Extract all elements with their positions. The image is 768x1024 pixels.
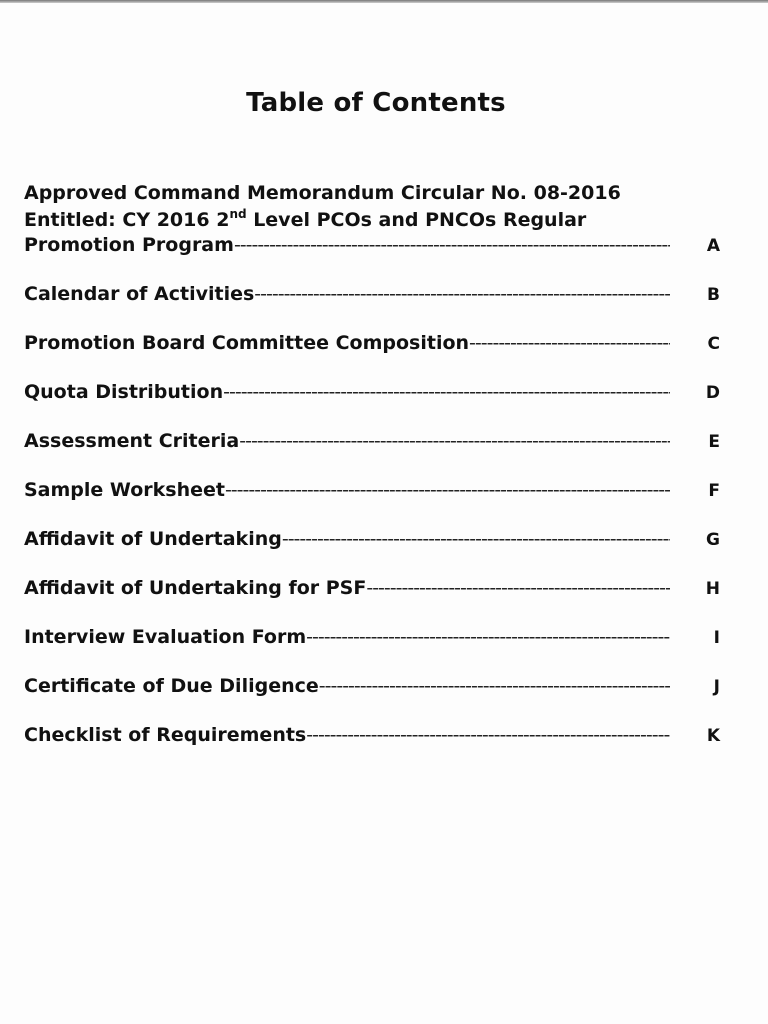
toc-entry-k[interactable]: [24, 724, 724, 746]
toc-entry-a[interactable]: [24, 234, 724, 256]
toc-entry-letter: H: [705, 579, 720, 599]
toc-entry-letter: A: [706, 236, 720, 256]
toc-entry-j[interactable]: [24, 675, 724, 697]
toc-entry-label: Promotion Program: [24, 234, 234, 256]
toc-entry-g[interactable]: [24, 528, 724, 550]
dot-leader: [306, 724, 670, 746]
dot-leader: [469, 332, 670, 354]
dot-leader: [234, 234, 670, 256]
toc-entry-b[interactable]: [24, 283, 724, 305]
toc-entry-label: Quota Distribution: [24, 381, 224, 403]
toc-entry-label: Certificate of Due Diligence: [24, 675, 319, 697]
toc-entry-letter: F: [708, 481, 720, 501]
intro-line-1: Approved Command Memorandum Circular No. 08-2016: [24, 182, 621, 204]
toc-entry-e[interactable]: [24, 430, 724, 452]
toc-entry-letter: J: [713, 677, 720, 697]
intro-line-2: [24, 207, 724, 234]
intro-superscript: nd: [229, 207, 247, 221]
toc-entry-f[interactable]: [24, 479, 724, 501]
toc-entry-letter: B: [707, 285, 720, 305]
page-title: Table of Contents: [246, 88, 506, 118]
toc-entry-letter: G: [706, 530, 720, 550]
toc-entry-letter: K: [706, 726, 720, 746]
toc-entry-d[interactable]: [24, 381, 724, 403]
toc-entry-c[interactable]: [24, 332, 724, 354]
dot-leader: [223, 381, 670, 403]
toc-entry-i[interactable]: [24, 626, 724, 648]
table-of-contents: [24, 180, 724, 746]
dot-leader: [319, 675, 670, 697]
toc-entry-label: Assessment Criteria: [24, 430, 240, 452]
toc-entry-letter: I: [713, 628, 720, 648]
toc-entry-label: Promotion Board Committee Composition: [24, 332, 470, 354]
dot-leader: [282, 528, 670, 550]
toc-entry-label: Interview Evaluation Form: [24, 626, 307, 648]
toc-entry-letter: E: [708, 432, 720, 452]
toc-entry-label: Affidavit of Undertaking: [24, 528, 282, 550]
intro-line-2-end: Level PCOs and PNCOs Regular: [246, 209, 587, 231]
dot-leader: [225, 479, 670, 501]
intro-line-2-start: Entitled: CY 2016 2: [24, 209, 230, 231]
toc-entry-label: Sample Worksheet: [24, 479, 225, 501]
dot-leader: [306, 626, 670, 648]
toc-entry-label: Calendar of Activities: [24, 283, 255, 305]
dot-leader: [366, 577, 670, 599]
dot-leader: [239, 430, 670, 452]
toc-entry-label: Checklist of Requirements: [24, 724, 307, 746]
toc-entry-label: Affidavit of Undertaking for PSF: [24, 577, 367, 599]
toc-entry-letter: C: [707, 334, 720, 354]
dot-leader: [254, 283, 670, 305]
toc-entry-letter: D: [705, 383, 720, 403]
toc-entry-h[interactable]: [24, 577, 724, 599]
